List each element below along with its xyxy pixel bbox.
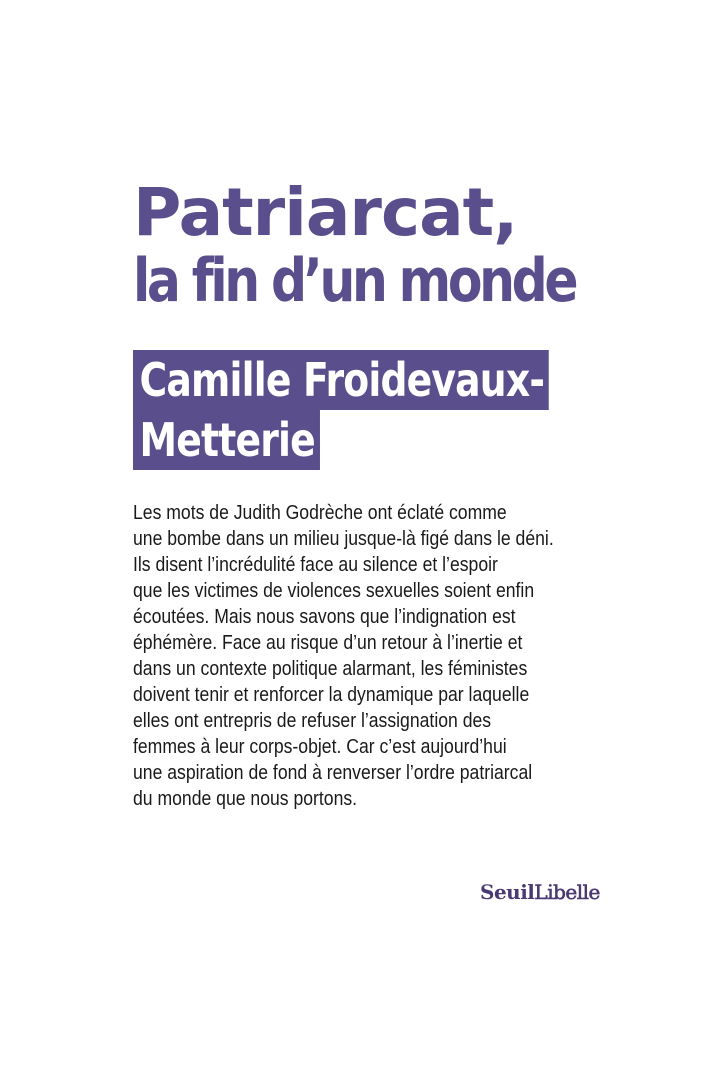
- summary-line: éphémère. Face au risque d’un retour à l’inertie et: [133, 632, 523, 654]
- title-line-1: Patriarcat,: [133, 174, 518, 251]
- summary-line: femmes à leur corps-objet. Car c’est aujourd’hui: [133, 736, 507, 758]
- summary-line: dans un contexte politique alarmant, les féministes: [133, 658, 528, 680]
- summary-line: Les mots de Judith Godrèche ont éclaté comme: [133, 502, 507, 524]
- summary-line: que les victimes de violences sexuelles soient enfin: [133, 580, 535, 602]
- author-line-2: Metterie: [133, 410, 320, 470]
- summary-line: une bombe dans un milieu jusque-là figé dans le déni.: [133, 528, 554, 550]
- back-cover-summary: [133, 500, 693, 812]
- summary-line: Ils disent l’incrédulité face au silence et l’espoir: [133, 554, 498, 576]
- summary-line: elles ont entrepris de refuser l’assignation des: [133, 710, 492, 732]
- summary-line: une aspiration de fond à renverser l’ordre patriarcal: [133, 762, 533, 784]
- author-line-1: Camille Froidevaux-: [133, 350, 549, 410]
- book-title: [133, 174, 693, 316]
- publisher-logo: [480, 880, 600, 904]
- publisher-name: Seuil: [480, 880, 535, 904]
- summary-line: doivent tenir et renforcer la dynamique par laquelle: [133, 684, 530, 706]
- collection-name: Libelle: [534, 880, 600, 904]
- author-name: [133, 350, 640, 470]
- summary-line: écoutées. Mais nous savons que l’indignation est: [133, 606, 516, 628]
- title-line-2: la fin d’un monde: [133, 246, 576, 316]
- summary-line: du monde que nous portons.: [133, 788, 358, 810]
